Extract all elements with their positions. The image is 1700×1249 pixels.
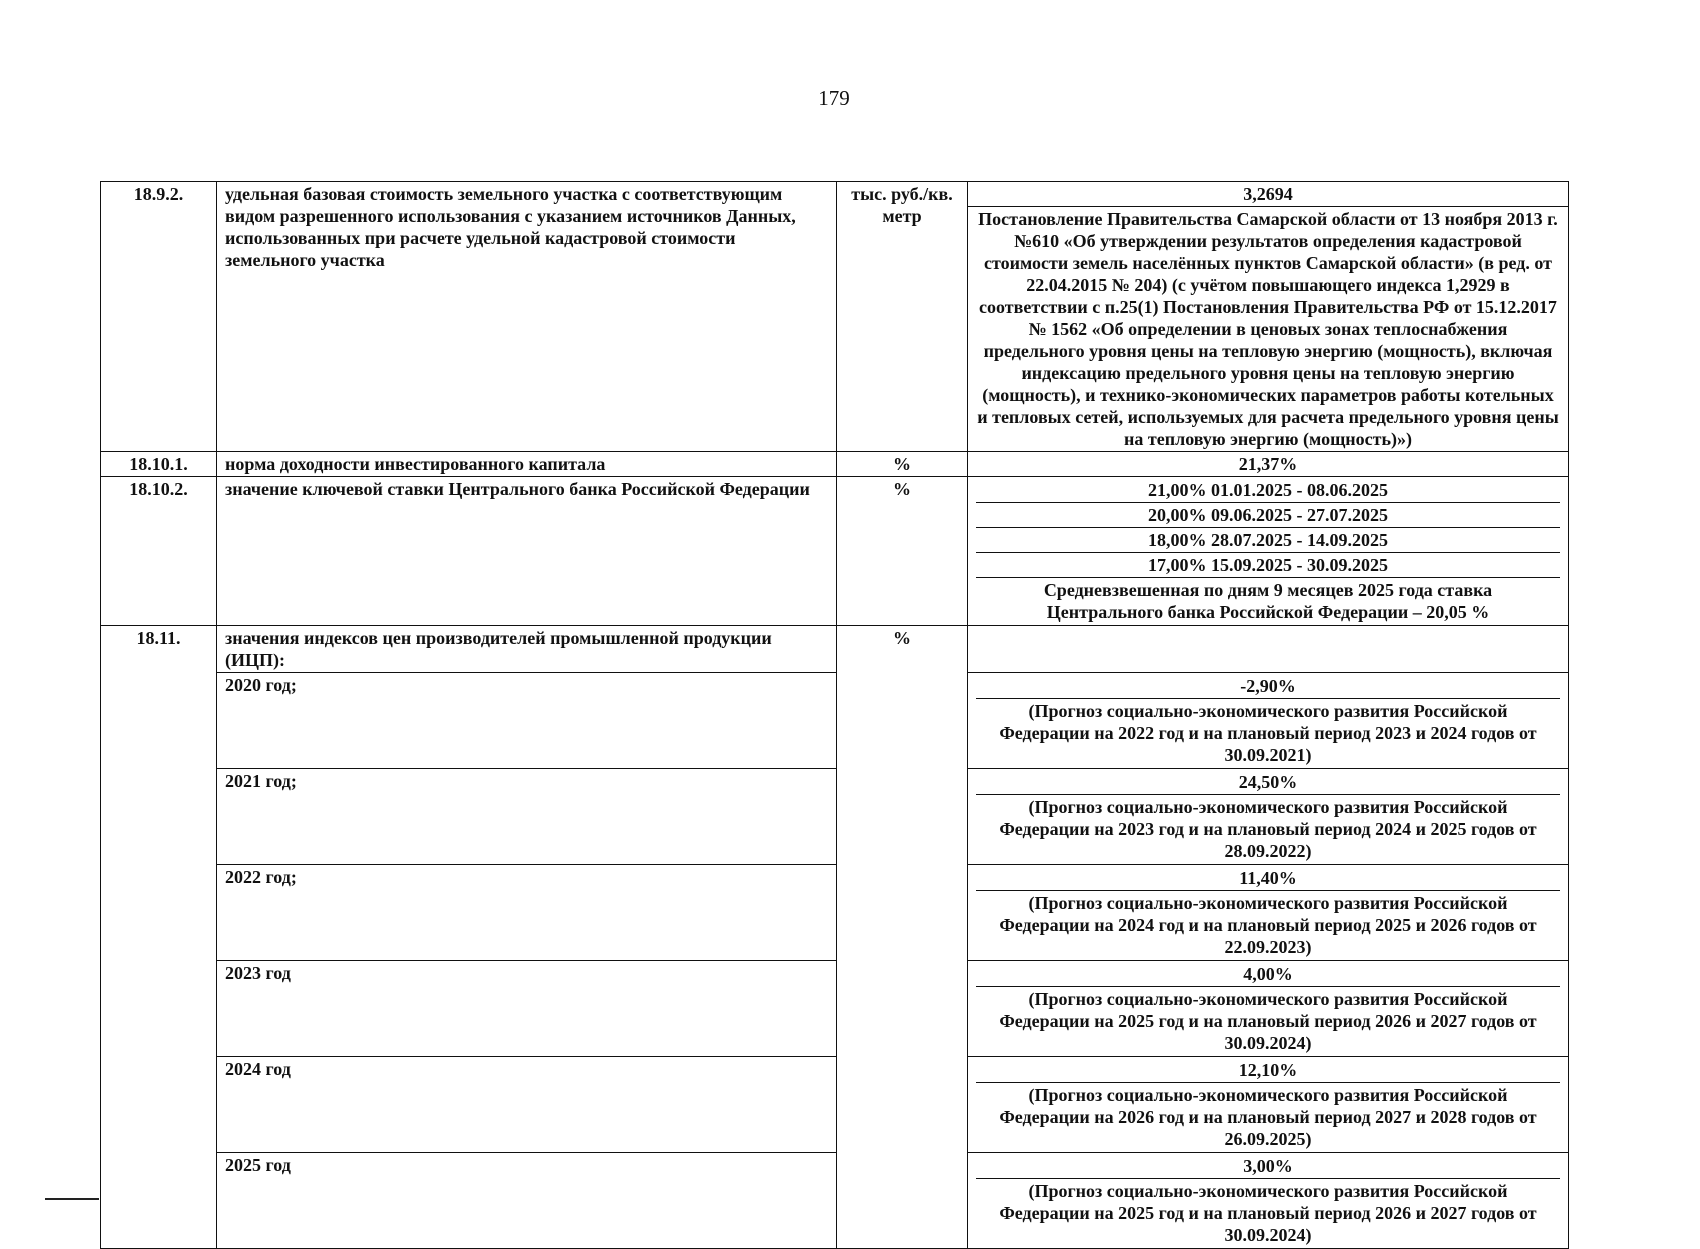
key-rate-summary: Средневзвешенная по дням 9 месяцев 2025 года ставка Центрального банка Российской Федерации – 20,05 % (976, 577, 1560, 624)
table-row (101, 626, 1569, 673)
year-cell (968, 769, 1569, 865)
year-label: 2021 год; (217, 769, 837, 865)
table-row (101, 182, 1569, 207)
key-rate-cell (968, 477, 1569, 626)
year-label: 2023 год (217, 961, 837, 1057)
row-value: 21,37% (968, 452, 1569, 477)
row-value: 3,2694 (968, 182, 1569, 207)
row-description: значения индексов цен производителей промышленной продукции (ИЦП): (217, 626, 837, 673)
row-source: Постановление Правительства Самарской области от 13 ноября 2013 г. №610 «Об утверждении результатов определения кадастровой стоимости земель населённых пунктов Самарской области» (в ред. от 22.04.2015 № 204) (с учётом повышающего индекса 1,2929 в соответствии с п.25(1) Постановления Правительства РФ от 15.12.2017 № 1562 «Об определении в ценовых зонах теплоснабжения предельного уровня цены на тепловую энергию (мощность), включая индексацию предельного уровня цены на тепловую энергию (мощность), и технико-экономических параметров работы котельных и тепловых сетей, используемых для расчета предельного уровня цены на тепловую энергию (мощность)») (968, 207, 1569, 452)
key-rate-period: 21,00% 01.01.2025 - 08.06.2025 (1148, 480, 1388, 500)
row-unit: % (837, 452, 968, 477)
table-row (101, 769, 1569, 865)
row-number: 18.11. (101, 626, 217, 1249)
row-unit: тыс. руб./кв. метр (837, 182, 968, 452)
key-rate-period: 18,00% 28.07.2025 - 14.09.2025 (976, 527, 1560, 552)
row-description: норма доходности инвестированного капитала (217, 452, 837, 477)
table-row (101, 961, 1569, 1057)
year-label: 2025 год (217, 1153, 837, 1249)
year-source: (Прогноз социально-экономического развития Российской Федерации на 2025 год и на плановый период 2026 и 2027 годов от 30.09.2024) (976, 1178, 1560, 1247)
table-row (101, 865, 1569, 961)
year-source: (Прогноз социально-экономического развития Российской Федерации на 2022 год и на плановый период 2023 и 2024 годов от 30.09.2021) (976, 698, 1560, 767)
key-rate-period: 20,00% 09.06.2025 - 27.07.2025 (976, 502, 1560, 527)
table-row (101, 673, 1569, 769)
year-value: 3,00% (1243, 1156, 1293, 1176)
year-cell (968, 865, 1569, 961)
page-number: 179 (818, 86, 850, 110)
year-label: 2020 год; (217, 673, 837, 769)
row-description: значение ключевой ставки Центрального банка Российской Федерации (217, 477, 837, 626)
row-unit: % (837, 477, 968, 626)
year-value: -2,90% (1240, 676, 1296, 696)
year-cell (968, 1057, 1569, 1153)
row-value-empty (968, 626, 1569, 673)
year-source: (Прогноз социально-экономического развития Российской Федерации на 2026 год и на плановый период 2027 и 2028 годов от 26.09.2025) (976, 1082, 1560, 1151)
year-label: 2022 год; (217, 865, 837, 961)
year-cell (968, 1153, 1569, 1249)
year-value: 4,00% (1243, 964, 1293, 984)
row-number: 18.10.2. (101, 477, 217, 626)
year-source: (Прогноз социально-экономического развития Российской Федерации на 2025 год и на плановый период 2026 и 2027 годов от 30.09.2024) (976, 986, 1560, 1055)
year-source: (Прогноз социально-экономического развития Российской Федерации на 2023 год и на плановый период 2024 и 2025 годов от 28.09.2022) (976, 794, 1560, 863)
row-number: 18.9.2. (101, 182, 217, 452)
table-row (101, 1153, 1569, 1249)
year-label: 2024 год (217, 1057, 837, 1153)
row-description: удельная базовая стоимость земельного участка с соответствующим видом разрешенного использования с указанием источников Данных, использованных при расчете удельной кадастровой стоимости земельного участка (217, 182, 837, 452)
year-cell (968, 961, 1569, 1057)
key-rate-period: 17,00% 15.09.2025 - 30.09.2025 (976, 552, 1560, 577)
row-unit: % (837, 626, 968, 1249)
year-source: (Прогноз социально-экономического развития Российской Федерации на 2024 год и на плановый период 2025 и 2026 годов от 22.09.2023) (976, 890, 1560, 959)
table-row (101, 452, 1569, 477)
table-row (101, 1057, 1569, 1153)
year-cell (968, 673, 1569, 769)
table-row (101, 477, 1569, 626)
year-value: 12,10% (1238, 1060, 1298, 1080)
data-table (100, 181, 1569, 1249)
row-number: 18.10.1. (101, 452, 217, 477)
year-value: 11,40% (1239, 868, 1297, 888)
year-value: 24,50% (1238, 772, 1298, 792)
